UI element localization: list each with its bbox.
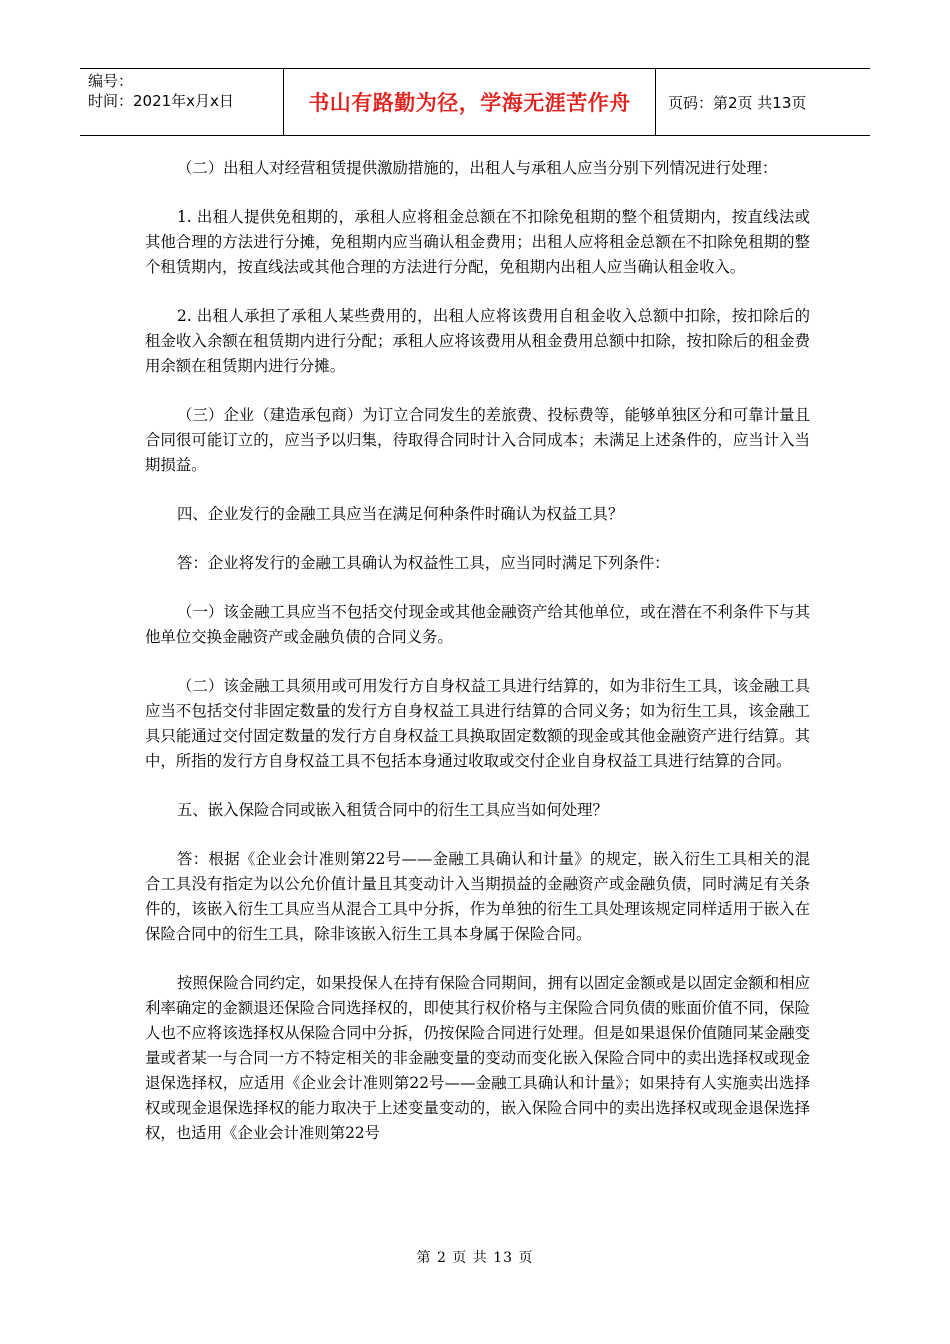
document-number-label: 编号： <box>88 72 134 90</box>
page-header <box>80 68 870 136</box>
section-question: 五、嵌入保险合同或嵌入租赁合同中的衍生工具应当如何处理？ <box>177 801 608 819</box>
paragraph: 答：企业将发行的金融工具确认为权益性工具，应当同时满足下列条件： <box>177 554 670 572</box>
header-meta <box>80 69 283 135</box>
document-date: 时间：2021年x月x日 <box>88 92 234 110</box>
paragraph: （二）出租人对经营租赁提供激励措施的，出租人与承租人应当分别下列情况进行处理： <box>177 159 778 177</box>
header-page-info: 页码：第2页 共13页 <box>668 93 807 112</box>
document-body <box>145 156 810 1146</box>
paragraph: 答：根据《企业会计准则第22号——金融工具确认和计量》的规定，嵌入衍生工具相关的混合工具没有指定为以公允价值计量且其变动计入当期损益的金融资产或金融负债，同时满足有关条件的，该嵌入衍生工具应当从混合工具中分拆，作为单独的衍生工具处理该规定同样适用于嵌入在保险合同中的衍生工具，除非该嵌入衍生工具本身属于保险合同。 <box>145 850 810 943</box>
paragraph: （二）该金融工具须用或可用发行方自身权益工具进行结算的，如为非衍生工具，该金融工具应当不包括交付非固定数量的发行方自身权益工具进行结算的合同义务；如为衍生工具，该金融工具只能通过交付固定数量的发行方自身权益工具换取固定数额的现金或其他金融资产进行结算。其中，所指的发行方自身权益工具不包括本身通过收取或交付企业自身权益工具进行结算的合同。 <box>145 677 810 770</box>
paragraph: 1. 出租人提供免租期的，承租人应将租金总额在不扣除免租期的整个租赁期内，按直线法或其他合理的方法进行分摊，免租期内应当确认租金费用；出租人应将租金总额在不扣除免租期的整个租赁期内，按直线法或其他合理的方法进行分配，免租期内出租人应当确认租金收入。 <box>145 208 810 276</box>
header-motto: 书山有路勤为径，学海无涯苦作舟 <box>283 69 656 135</box>
paragraph: 2. 出租人承担了承租人某些费用的，出租人应将该费用自租金收入总额中扣除，按扣除后的租金收入余额在租赁期内进行分配；承租人应将该费用从租金费用总额中扣除，按扣除后的租金费用余额在租赁期内进行分摊。 <box>145 307 810 375</box>
page-footer: 第 2 页 共 13 页 <box>416 1250 534 1266</box>
paragraph: （一）该金融工具应当不包括交付现金或其他金融资产给其他单位，或在潜在不利条件下与其他单位交换金融资产或金融负债的合同义务。 <box>145 603 810 646</box>
section-question: 四、企业发行的金融工具应当在满足何种条件时确认为权益工具？ <box>177 505 624 523</box>
paragraph: （三）企业（建造承包商）为订立合同发生的差旅费、投标费等，能够单独区分和可靠计量且合同很可能订立的，应当予以归集，待取得合同时计入合同成本；未满足上述条件的，应当计入当期损益。 <box>145 406 810 474</box>
paragraph: 按照保险合同约定，如果投保人在持有保险合同期间，拥有以固定金额或是以固定金额和相应利率确定的金额退还保险合同选择权的，即使其行权价格与主保险合同负债的账面价值不同，保险人也不应将该选择权从保险合同中分拆，仍按保险合同进行处理。但是如果退保价值随同某金融变量或者某一与合同一方不特定相关的非金融变量的变动而变化嵌入保险合同中的卖出选择权或现金退保选择权，应适用《企业会计准则第22号——金融工具确认和计量》；如果持有人实施卖出选择权或现金退保选择权的能力取决于上述变量变动的，嵌入保险合同中的卖出选择权或现金退保选择权，也适用《企业会计准则第22号 <box>145 974 810 1142</box>
